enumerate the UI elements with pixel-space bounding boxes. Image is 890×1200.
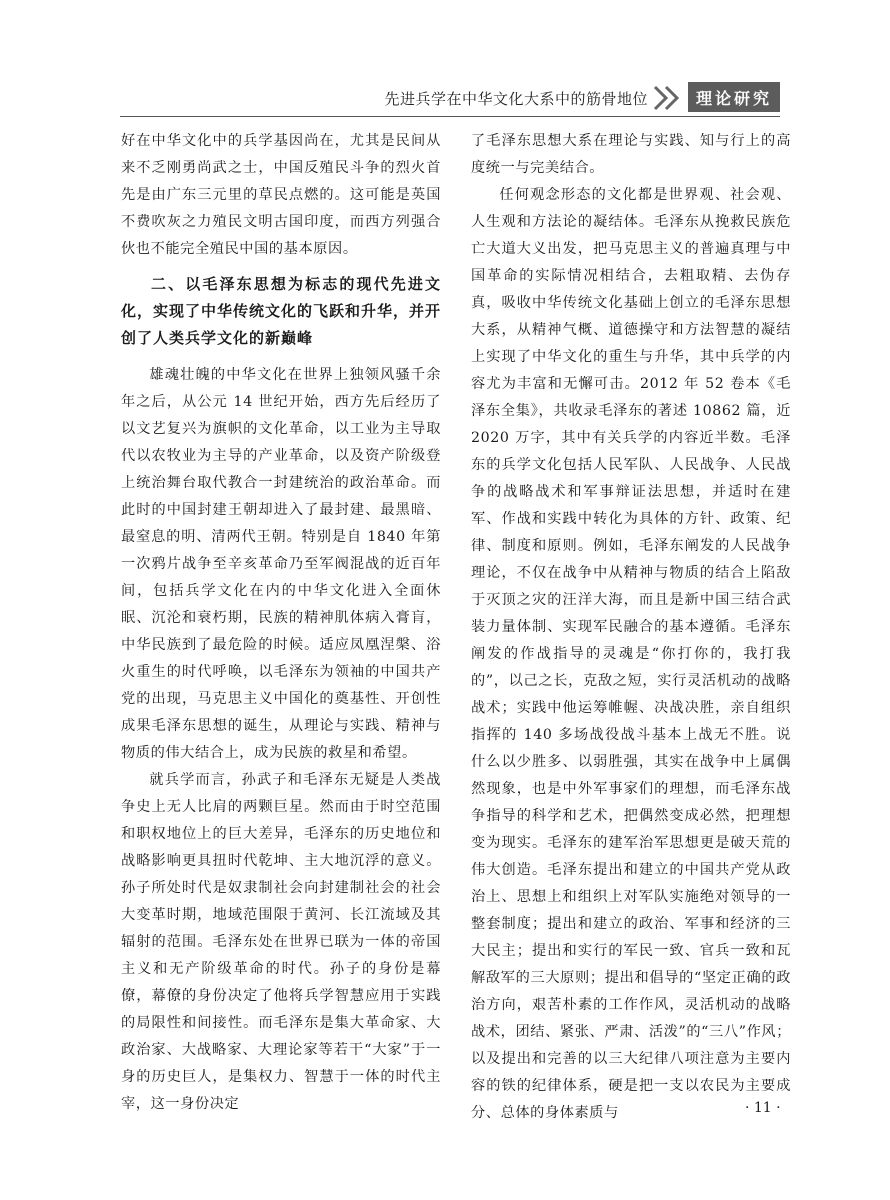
header-rule [120, 116, 780, 117]
section-tag: 理论研究 [688, 82, 780, 112]
section-heading: 二、以毛泽东思想为标志的现代先进文化，实现了中华传统文化的飞跃和升华，并开创了人类兵学文化的新巅峰 [121, 275, 442, 347]
left-column [121, 128, 441, 1118]
paragraph: 任何观念形态的文化都是世界观、社会观、人生观和方法论的凝结体。毛泽东从挽救民族危亡大道大义出发，把马克思主义的普遍真理与中国革命的实际情况相结合，去粗取精、去伪存真，吸收中华传统文化基础上创立的毛泽东思想大系，从精神气概、道德操守和方法智慧的凝结上实现了中华文化的重生与升华，其中兵学的内容尤为丰富和无懈可击。2012 年 52 卷本《毛泽东全集》，共收录毛泽东的著述 10862 篇，近 2020 万字，其中有关兵学的内容近半数。毛泽东的兵学文化包括人民军队、人民战争、人民战争的战略战术和军事辩证法思想，并适时在建军、作战和实践中转化为具体的方针、政策、纪律、制度和原则。例如，毛泽东阐发的人民战争理论，不仅在战争中从精神与物质的结合上陷敌于灭顶之灾的汪洋大海，而且是新中国三结合武装力量体制、实现军民融合的基本遵循。毛泽东阐发的作战指导的灵魂是“你打你的，我打我的”，以己之长，克敌之短，实行灵活机动的战略战术；实践中他运筹帷幄、决战决胜，亲自组织指挥的 140 多场战役战斗基本上战无不胜。说什么以少胜多、以弱胜强，其实在战争中上属偶然现象，也是中外军事家们的理想，而毛泽东战争指导的科学和艺术，把偶然变成必然，把理想变为现实。毛泽东的建军治军思想更是破天荒的伟大创造。毛泽东提出和建立的中国共产党从政治上、思想上和组织上对军队实施绝对领导的一整套制度；提出和建立的政治、军事和经济的三大民主；提出和实行的军民一致、官兵一致和瓦解敌军的三大原则；提出和倡导的“坚定正确的政治方向，艰苦朴素的工作作风，灵活机动的战略战术，团结、紧张、严肃、活泼”的“三八”作风；以及提出和完善的以三大纪律八项注意为主要内容的铁的纪律体系，硬是把一支以农民为主要成分、总体的身体素质与 [471, 187, 791, 1121]
double-chevron-icon [652, 84, 684, 112]
running-title: 先进兵学在中华文化大系中的筋骨地位 [384, 90, 648, 108]
page-number: · 11 · [745, 1100, 781, 1116]
right-column [471, 128, 791, 1127]
page-header [120, 78, 780, 118]
paragraph: 就兵学而言，孙武子和毛泽东无疑是人类战争史上无人比肩的两颗巨星。然而由于时空范围和职权地位上的巨大差异，毛泽东的历史地位和战略影响更具扭时代乾坤、主大地沉浮的意义。孙子所处时代是奴隶制社会向封建制社会的社会大变革时期，地域范围限于黄河、长江流域及其辐射的范围。毛泽东处在世界已联为一体的帝国主义和无产阶级革命的时代。孙子的身份是幕僚，幕僚的身份决定了他将兵学智慧应用于实践的局限性和间接性。而毛泽东是集大革命家、大政治家、大战略家、大理论家等若干“大家”于一身的历史巨人，是集权力、智慧于一体的时代主宰，这一身份决定 [121, 772, 441, 1112]
paragraph: 雄魂壮魄的中华文化在世界上独领风骚千余年之后，从公元 14 世纪开始，西方先后经历了以文艺复兴为旗帜的文化革命，以工业为主导取代以农牧业为主导的产业革命，以及资产阶级登上统治舞台取代教合一封建统治的政治革命。而此时的中国封建王朝却进入了最封建、最黑暗、最窒息的明、清两代王朝。特别是自 1840 年第一次鸦片战争至辛亥革命乃至军阀混战的近百年间，包括兵学文化在内的中华文化进入全面休眠、沉沦和衰朽期，民族的精神肌体病入膏肓，中华民族到了最危险的时候。适应凤凰涅槃、浴火重生的时代呼唤，以毛泽东为领袖的中国共产党的出现，马克思主义中国化的奠基性、开创性成果毛泽东思想的诞生，从理论与实践、精神与物质的伟大结合上，成为民族的救星和希望。 [121, 367, 441, 761]
paragraph: 好在中华文化中的兵学基因尚在，尤其是民间从来不乏刚勇尚武之士，中国反殖民斗争的烈火首先是由广东三元里的草民点燃的。这可能是英国不费吹灰之力殖民文明古国印度，而西方列强合伙也不能完全殖民中国的基本原因。 [121, 133, 441, 257]
paragraph: 了毛泽东思想大系在理论与实践、知与行上的高度统一与完美结合。 [471, 133, 791, 176]
